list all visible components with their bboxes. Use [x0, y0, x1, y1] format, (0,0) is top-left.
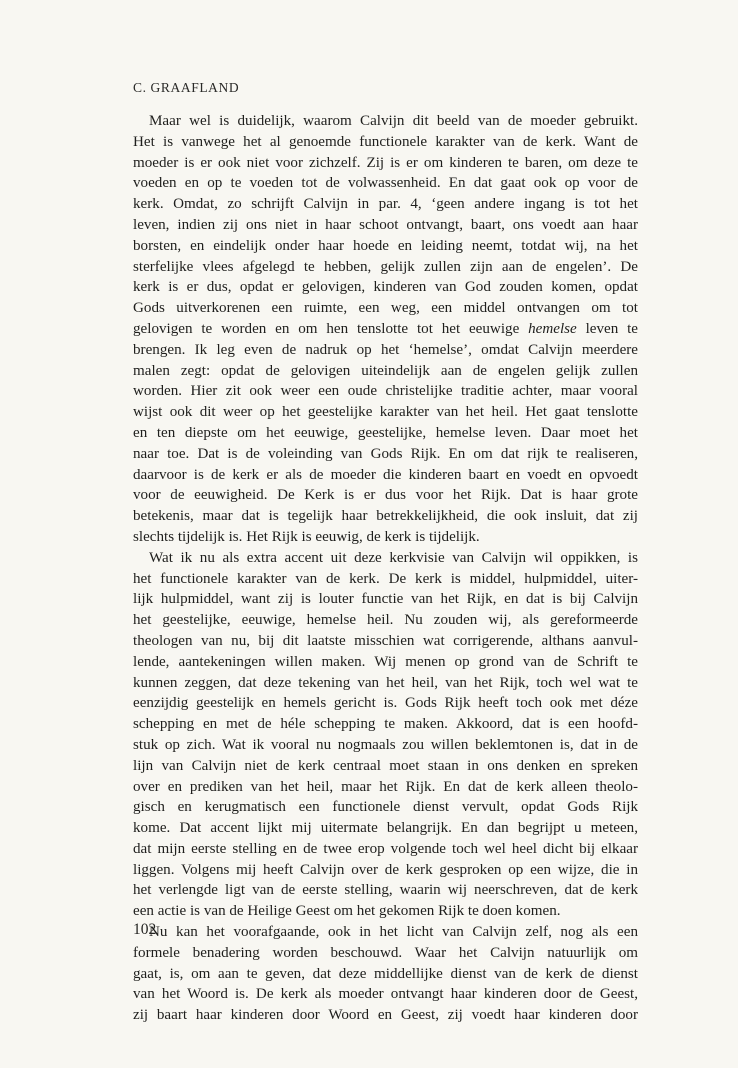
paragraph-3 [133, 922, 638, 1026]
text-segment: leven te [576, 320, 638, 337]
text-line: kerk. Omdat, zo schrijft Calvijn in par. 4, ‘geen andere ingang is tot het [133, 196, 638, 213]
text-line: schepping en met de héle schepping te maken. Akkoord, dat is een hoofd- [133, 716, 638, 733]
text-line: Gods uitverkorenen een ruimte, een weg, een middel ontvangen om tot [133, 300, 638, 317]
text-line: kome. Dat accent lijkt mij uitermate belangrijk. En dan begrijpt u meteen, [133, 820, 638, 837]
text-line: over en prediken van het heil, maar het Rijk. En dat de kerk alleen theolo- [133, 778, 638, 795]
paragraph-1 [133, 111, 638, 548]
body-text [133, 111, 638, 1026]
text-line-with-italic [133, 319, 638, 340]
text-line: een actie is van de Heilige Geest om het gekomen Rijk te doen komen. [133, 903, 561, 920]
text-line: Het is vanwege het al genoemde functionele karakter van de kerk. Want de [133, 133, 638, 150]
text-line: leven, indien zij ons niet in haar schoot ontvangt, baart, ons voedt aan haar [133, 216, 638, 233]
text-line: het geestelijke, eeuwige, hemelse heil. Nu zouden wij, als gereformeerde [133, 612, 638, 629]
running-head: C. GRAAFLAND [133, 80, 240, 95]
text-line: malen zegt: opdat de gelovigen uiteindelijk aan de engelen gelijk zullen [133, 362, 638, 379]
text-line: formele benadering worden beschouwd. Waar het Calvijn natuurlijk om [133, 944, 638, 961]
text-line: kunnen zeggen, dat deze tekening van het heil, van het Rijk, toch wel wat te [133, 674, 638, 691]
text-line: het functionele karakter van de kerk. De kerk is middel, hulpmiddel, uiter- [133, 570, 638, 587]
text-line: moeder is er ook niet voor zichzelf. Zij is er om kinderen te baren, om deze te [133, 154, 638, 171]
text-line: naar toe. Dat is de voleinding van Gods Rijk. En om dat rijk te realiseren, [133, 445, 638, 462]
text-line: kerk is er dus, opdat er gelovigen, kinderen van God zouden komen, opdat [133, 279, 638, 296]
text-line: van het Woord is. De kerk als moeder ontvangt haar kinderen door de Geest, [133, 986, 638, 1003]
italic-word: hemelse [528, 320, 577, 337]
text-line: Wat ik nu als extra accent uit deze kerkvisie van Calvijn wil oppikken, is [149, 549, 638, 566]
text-line: sterfelijke vlees afgelegd te hebben, gelijk zullen zijn aan de engelen’. De [133, 258, 638, 275]
text-line: voeden en op te voeden tot de volwassenheid. En dat gaat ook op voor de [133, 175, 638, 192]
text-line: Maar wel is duidelijk, waarom Calvijn dit beeld van de moeder gebruikt. [149, 113, 638, 129]
text-line: eenzijdig geestelijk en hemels gericht is. Gods Rijk heeft toch ook met déze [133, 695, 638, 712]
page-number: 102 [133, 921, 157, 938]
paragraph-2 [133, 548, 638, 922]
text-line: wijst ook dit weer op het geestelijke karakter van het heil. Het gaat tenslotte [133, 404, 638, 421]
text-line: lijk hulpmiddel, want zij is louter functie van het Rijk, en dat is bij Calvijn [133, 591, 638, 608]
text-line: gisch en kerugmatisch een functionele dienst vervult, opdat Gods Rijk [133, 799, 638, 816]
text-line: worden. Hier zit ook weer een oude christelijke traditie achter, maar vooral [133, 383, 638, 400]
text-line: theologen van nu, bij dit laatste misschien wat corrigerende, althans aanvul- [133, 632, 638, 649]
text-line: en ten diepste om het eeuwige, geestelijke, hemelse leven. Daar moet het [133, 424, 638, 441]
text-line: het verlengde ligt van de eerste stelling, waarin wij neerschreven, dat de kerk [133, 882, 638, 899]
text-line: Nu kan het voorafgaande, ook in het licht van Calvijn zelf, nog als een [149, 924, 638, 941]
text-line: lende, aantekeningen willen maken. Wij menen op grond van de Schrift te [133, 653, 638, 670]
text-line: stuk op zich. Wat ik vooral nu nogmaals zou willen beklemtonen is, dat in de [133, 736, 638, 753]
text-line: daarvoor is de kerk er als de moeder die kinderen baart en voedt en opvoedt [133, 466, 638, 483]
text-line: brengen. Ik leg even de nadruk op het ‘hemelse’, omdat Calvijn meerdere [133, 341, 638, 358]
text-line: voor de eeuwigheid. De Kerk is er dus voor het Rijk. Dat is haar grote [133, 487, 638, 504]
text-line: zij baart haar kinderen door Woord en Geest, zij voedt haar kinderen door [133, 1007, 638, 1024]
text-line: borsten, en eindelijk onder haar hoede en leiding neemt, totdat wij, na het [133, 237, 638, 254]
text-line: lijn van Calvijn niet de kerk centraal moet staan in ons denken en spreken [133, 757, 638, 774]
text-line: liggen. Volgens mij heeft Calvijn over de kerk gesproken op een wijze, die in [133, 861, 638, 878]
text-line: betekenis, maar dat is tegelijk haar betrekkelijkheid, die ook insluit, dat zij [133, 508, 638, 525]
text-segment: gelovigen te worden en om hen tenslotte tot het eeuwige [133, 320, 520, 337]
text-line: dat mijn eerste stelling en de twee erop volgende toch wel heel dicht bij elkaar [133, 840, 638, 857]
text-line: slechts tijdelijk is. Het Rijk is eeuwig, de kerk is tijdelijk. [133, 528, 480, 545]
text-line: gaat, is, om aan te geven, dat deze middellijke dienst van de kerk de dienst [133, 965, 638, 982]
